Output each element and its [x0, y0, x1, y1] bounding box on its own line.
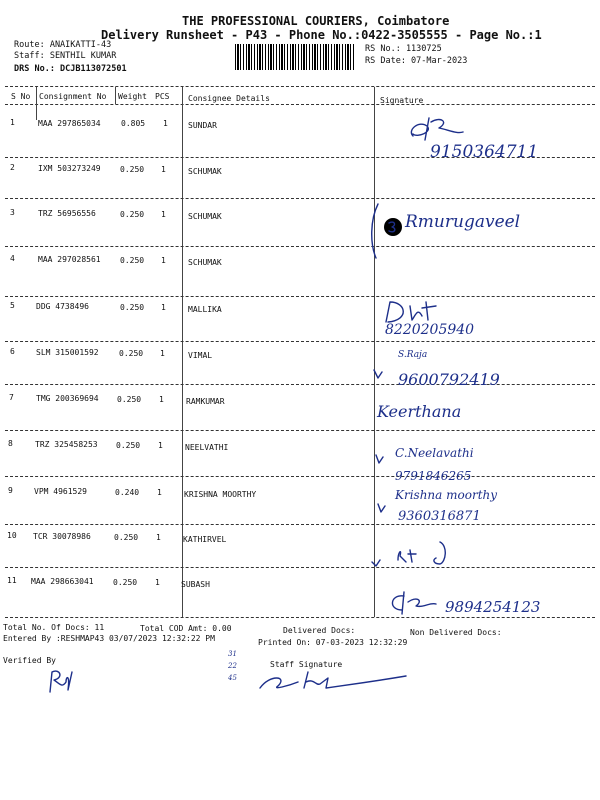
row-sno: 5: [10, 301, 15, 310]
barcode-image: [235, 44, 355, 70]
handwritten-name: S.Raja: [398, 350, 428, 360]
row-pcs: 1: [159, 395, 164, 404]
staff-signature-label: Staff Signature: [270, 660, 343, 669]
route-label: Route: ANAIKATTI-43: [14, 40, 112, 50]
row-consignment: TRZ 325458253: [35, 440, 98, 449]
row-pcs: 1: [157, 488, 162, 497]
handwritten-name: Keerthana: [377, 402, 462, 421]
row-divider: [5, 198, 595, 199]
row-weight: 0.250: [120, 303, 145, 312]
column-header-signature: Signature: [380, 96, 424, 105]
entered-by: Entered By :RESHMAP43 03/07/2023 12:32:22 PM: [3, 634, 215, 643]
row-weight: 0.250: [120, 165, 145, 174]
handwritten-phone: 9150364711: [430, 142, 539, 162]
row-weight: 0.250: [117, 395, 142, 404]
signature-scribble: [405, 110, 465, 146]
row-weight: 0.250: [114, 533, 139, 542]
divider: [5, 104, 595, 105]
row-consignee: MALLIKA: [188, 305, 222, 314]
staff-label: Staff: SENTHIL KUMAR: [14, 51, 117, 61]
rs-date: RS Date: 07-Mar-2023: [365, 56, 468, 66]
verified-by-label: Verified By: [3, 656, 56, 665]
row-sno: 3: [10, 208, 15, 217]
row-sno: 11: [7, 576, 17, 585]
signature-scribble: [370, 536, 480, 570]
row-sno: 6: [10, 347, 15, 356]
tick-mark: [372, 366, 386, 382]
row-consignee: SCHUMAK: [188, 167, 222, 176]
row-consignment: DDG 4738496: [36, 302, 89, 311]
row-pcs: 1: [163, 119, 168, 128]
row-consignment: MAA 297865034: [38, 119, 101, 128]
row-consignee: KRISHNA MOORTHY: [184, 490, 257, 499]
row-weight: 0.250: [120, 256, 145, 265]
divider: [5, 86, 595, 87]
handwritten-phone: 9600792419: [398, 370, 500, 389]
rs-number: RS No.: 1130725: [365, 44, 442, 54]
handwritten-name: C.Neelavathi: [395, 446, 474, 460]
row-consignment: MAA 298663041: [31, 577, 94, 586]
page-title: Delivery Runsheet - P43 - Phone No.:0422-3505555 - Page No.:1: [101, 28, 542, 42]
row-consignee: NEELVATHI: [185, 443, 229, 452]
row-consignment: TCR 30078986: [33, 532, 91, 541]
non-delivered-docs: Non Delivered Docs:: [410, 628, 502, 637]
row-pcs: 1: [161, 165, 166, 174]
row-divider: [5, 567, 595, 568]
row-consignment: TMG 200369694: [36, 394, 99, 403]
row-pcs: 1: [161, 303, 166, 312]
row-pcs: 1: [155, 578, 160, 587]
row-pcs: 1: [158, 441, 163, 450]
column-header-weight: Weight: [118, 92, 147, 101]
row-consignee: SUBASH: [181, 580, 210, 589]
column-header-consignee: Consignee Details: [188, 94, 270, 103]
row-weight: 0.250: [113, 578, 138, 587]
tick-mark: [376, 500, 388, 516]
handwritten-phone: 9791846265: [395, 469, 472, 483]
bracket-mark: [364, 200, 384, 262]
row-consignee: SCHUMAK: [188, 258, 222, 267]
divider: [5, 617, 595, 618]
row-sno: 2: [10, 163, 15, 172]
row-pcs: 1: [161, 256, 166, 265]
column-line: [115, 87, 116, 104]
row-divider: [5, 524, 595, 525]
row-sno: 10: [7, 531, 17, 540]
staff-signature: [258, 668, 408, 694]
total-cod: Total COD Amt: 0.00: [140, 624, 232, 633]
column-header-pcs: PCS: [155, 92, 170, 101]
row-consignment: TRZ 56956556: [38, 209, 96, 218]
column-header-consignment: Consignment No: [39, 92, 107, 101]
handwritten-phone: 9360316871: [398, 509, 481, 524]
signature-scribble: [386, 588, 438, 618]
row-pcs: 1: [161, 210, 166, 219]
row-consignee: SCHUMAK: [188, 212, 222, 221]
row-weight: 0.250: [119, 349, 144, 358]
row-sno: 4: [10, 254, 15, 263]
row-divider: [5, 476, 595, 477]
row-weight: 0.240: [115, 488, 140, 497]
verifier-signature: [44, 664, 76, 696]
row-weight: 0.250: [116, 441, 141, 450]
row-sno: 1: [10, 118, 15, 127]
row-consignee: RAMKUMAR: [186, 397, 225, 406]
total-docs: Total No. Of Docs: 11: [3, 623, 105, 632]
row-divider: [5, 430, 595, 431]
row-divider: [5, 296, 595, 297]
circled-number: [382, 216, 404, 238]
row-divider: [5, 341, 595, 342]
drs-number: DRS No.: DCJB113072501: [14, 64, 127, 74]
handwritten-name: Krishna moorthy: [395, 488, 498, 502]
row-consignee: KATHIRVEL: [183, 535, 227, 544]
tick-mark: [374, 452, 386, 466]
row-divider: [5, 246, 595, 247]
row-consignment: IXM 503273249: [38, 164, 101, 173]
row-weight: 0.250: [120, 210, 145, 219]
row-sno: 8: [8, 439, 13, 448]
row-divider: [5, 384, 595, 385]
row-consignment: SLM 315001592: [36, 348, 99, 357]
row-sno: 9: [8, 486, 13, 495]
row-consignment: VPM 4961529: [34, 487, 87, 496]
date-annotation: 31 22 45: [228, 650, 237, 682]
row-weight: 0.805: [121, 119, 146, 128]
delivered-docs: Delivered Docs:: [283, 626, 356, 635]
column-line: [36, 87, 37, 120]
handwritten-phone: 8220205940: [385, 322, 475, 338]
printed-on: Printed On: 07-03-2023 12:32:29: [258, 638, 408, 647]
row-consignment: MAA 297028561: [38, 255, 101, 264]
handwritten-phone: 9894254123: [445, 598, 541, 616]
handwritten-name: Rmurugaveel: [405, 212, 521, 232]
row-consignee: VIMAL: [188, 351, 213, 360]
row-consignee: SUNDAR: [188, 121, 217, 130]
column-header-sno: S No: [11, 92, 31, 101]
row-pcs: 1: [160, 349, 165, 358]
company-name: THE PROFESSIONAL COURIERS, Coimbatore: [182, 14, 450, 28]
row-sno: 7: [9, 393, 14, 402]
row-pcs: 1: [156, 533, 161, 542]
